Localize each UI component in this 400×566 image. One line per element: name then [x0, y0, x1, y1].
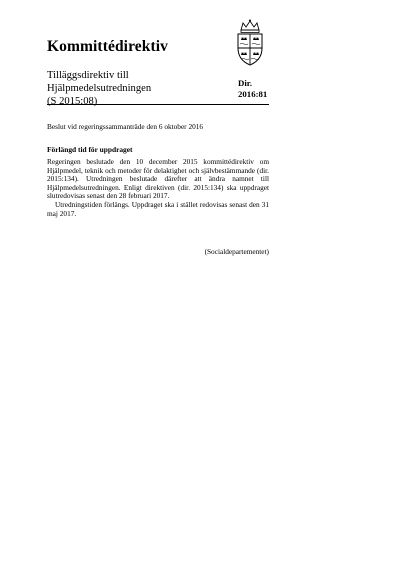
- decision-line: Beslut vid regeringssammanträde den 6 oktober 2016: [47, 122, 204, 131]
- body-paragraph-1: Regeringen beslutade den 10 december 2015 kommittédirektiv om Hjälpmedel, teknik och metoder för delaktighet och självbestämmande (dir. 2015:134). Utredningen beslutade därefter att ändra namnet till Hjälpmedelsutredningen. Enligt direktiven (dir. 2015:134) ska uppdraget slutredovisas senast den 28 februari 2017.: [47, 157, 269, 201]
- section-heading: Förlängd tid för uppdraget: [47, 145, 133, 154]
- directive-title: [47, 70, 232, 108]
- directive-title-line1: Tilläggsdirektiv till Hjälpmedelsutredningen: [47, 70, 152, 94]
- body-paragraph-2: Utredningstiden förlängs. Uppdraget ska i stället redovisas senast den 31 maj 2017.: [47, 199, 269, 218]
- section-body: [47, 158, 269, 218]
- coat-of-arms-icon: [232, 18, 268, 68]
- dir-label: Dir.: [238, 78, 253, 88]
- ministry-name: (Socialdepartementet): [204, 247, 269, 256]
- directive-number-block: [238, 78, 267, 100]
- directive-title-line2: (S 2015:08): [47, 95, 98, 107]
- dir-number: 2016:81: [238, 89, 268, 99]
- document-type-heading: Kommittédirektiv: [47, 38, 168, 55]
- header-divider: [47, 104, 269, 105]
